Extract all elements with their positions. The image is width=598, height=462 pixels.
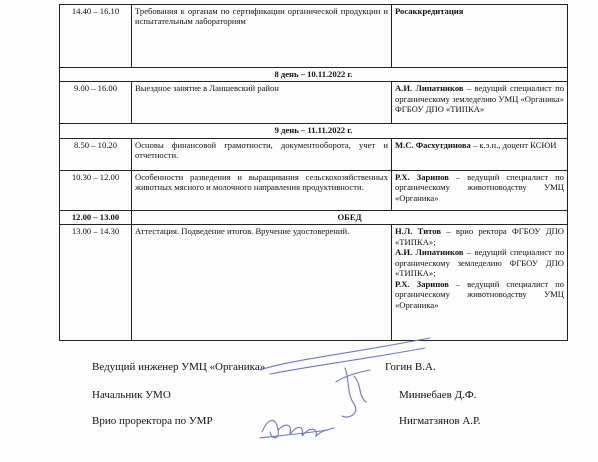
time-cell: 9.00 – 16.00 (60, 82, 132, 124)
signature-name: Миннебаев Д.Ф. (399, 389, 477, 401)
topic-cell: Основы финансовой грамотности, документооборота, учет и отчетности. (132, 138, 392, 170)
lunch-label: ОБЕД (132, 210, 568, 224)
schedule-table (59, 4, 568, 341)
lecturer-desc: – врио ректора ФГБОУ ДПО «ТИПКА»; (395, 226, 564, 247)
day-header-row (60, 68, 568, 82)
lecturer-name: Р.Х. Зарипов (395, 171, 449, 182)
table-row (60, 138, 568, 170)
lecturer-desc: – ведущий специалист по органическому животноводству УМЦ «Органика» (395, 171, 564, 203)
topic-cell: Аттестация. Подведение итогов. Вручение удостоверений. (132, 225, 392, 341)
lunch-row (60, 210, 568, 224)
time-cell: 12.00 – 13.00 (60, 210, 132, 224)
time-cell: 10.30 – 12.00 (60, 170, 132, 210)
table-row (60, 5, 568, 68)
lecturer-name: Р.Х. Зарипов (395, 278, 449, 289)
lecturer-desc: – ведущий специалист по органическому животноводству УМЦ «Органика» (395, 278, 564, 310)
signature-role: Ведущий инженер УМЦ «Органика» (92, 361, 266, 373)
lecturer-name: Н.Л. Титов (395, 226, 441, 237)
topic-cell: Особенности разведения и выращивания сельскохозяйственных животных мясного и молочного направления продуктивности. (132, 170, 392, 210)
table-row (60, 170, 568, 210)
signature-scribble (258, 410, 338, 446)
lecturer-cell (392, 225, 568, 341)
lecturer-entry (395, 247, 564, 278)
lecturer-desc: – ведущий специалист по органическому земледелию УМЦ «Органика» ФГБОУ ДПО «ТИПКА» (395, 83, 564, 115)
day-header: 8 день – 10.11.2022 г. (60, 68, 568, 82)
lecturer-name: А.И. Липатников (395, 83, 464, 94)
lecturer-cell (392, 138, 568, 170)
lecturer-name: А.И. Липатников (395, 247, 464, 258)
signature-name: Нигматзянов А.Р. (399, 415, 481, 427)
signature-role: Начальник УМО (92, 389, 171, 401)
lecturer-cell (392, 170, 568, 210)
table-row (60, 82, 568, 124)
topic-cell: Требования к органам по сертификации органической продукции и испытательным лабораториям (132, 5, 392, 68)
lecturer-desc: – ведущий специалист по органическому земледелию ФГБОУ ДПО «ТИПКА»; (395, 247, 564, 279)
time-cell: 8.50 – 10.20 (60, 138, 132, 170)
lecturer-entry (395, 279, 564, 310)
lecturer-entry (395, 226, 564, 247)
table-row (60, 225, 568, 341)
lecturer-desc: – к.э.н., доцент КСЮИ (470, 139, 557, 150)
day-header-row (60, 124, 568, 138)
time-cell: 13.00 – 14.30 (60, 225, 132, 341)
lecturer-name: М.С. Фасхутдинова (395, 139, 471, 150)
lecturer-cell (392, 82, 568, 124)
topic-cell: Выездное занятие в Лаишевский район (132, 82, 392, 124)
day-header: 9 день – 11.11.2022 г. (60, 124, 568, 138)
signature-name: Гогин В.А. (385, 361, 436, 373)
time-cell: 14.40 – 16.10 (60, 5, 132, 68)
signature-role: Врио проректора по УМР (92, 415, 213, 427)
lecturer-cell: Росаккредитация (392, 5, 568, 68)
